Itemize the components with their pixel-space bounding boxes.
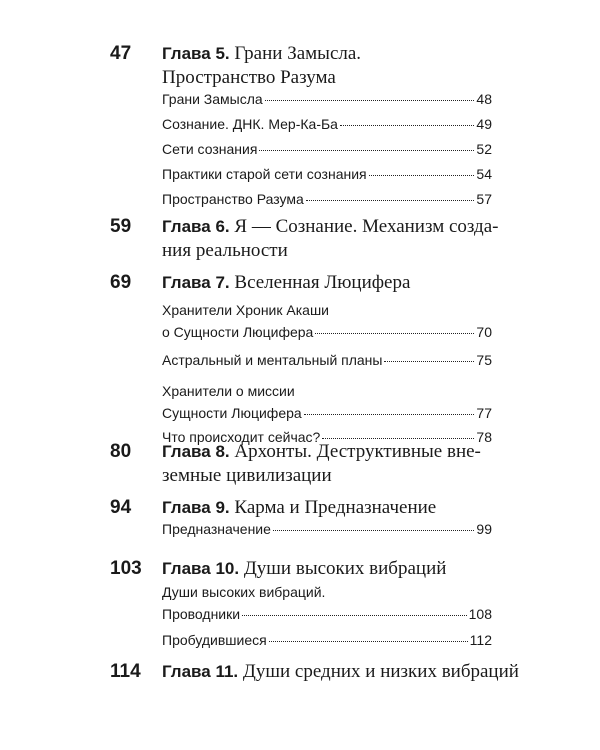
chapter-title [162, 215, 502, 263]
chapter-entries [162, 581, 492, 651]
toc-entry [162, 163, 492, 185]
leader-dots [384, 360, 474, 362]
chapter-title-line: Грани Замысла. [234, 43, 362, 64]
leader-dots [315, 332, 474, 334]
chapter-title [162, 42, 502, 90]
entry-page-number: 77 [476, 405, 492, 421]
chapter-title-line: Души высоких вибраций [243, 558, 447, 579]
chapter-title-line: Вселенная Люцифера [234, 272, 411, 293]
entry-page-number: 49 [476, 116, 492, 132]
toc-entry [162, 299, 492, 343]
entry-title: Проводники [162, 606, 241, 622]
toc-entry [162, 188, 492, 210]
entry-title-first-line: Души высоких вибраций. [162, 584, 326, 600]
toc-entry [162, 138, 492, 160]
chapter-title [162, 557, 502, 581]
chapter-entries [162, 518, 492, 540]
chapter-page-number: 47 [110, 43, 132, 64]
entry-page-number: 99 [476, 521, 492, 537]
entry-page-number: 75 [476, 352, 492, 368]
entry-page-number: 108 [468, 606, 492, 622]
chapter-title-line: Души средних и низких вибраций [242, 661, 519, 682]
toc-entry [162, 629, 492, 651]
toc-entry [162, 88, 492, 110]
leader-dots [269, 640, 468, 642]
leader-dots [306, 199, 475, 201]
leader-dots [322, 437, 474, 439]
entry-title: Практики старой сети сознания [162, 166, 367, 182]
chapter-label: Глава 11. [162, 662, 239, 681]
entry-page-number: 78 [476, 429, 492, 445]
entry-title: Астральный и ментальный планы [162, 352, 383, 368]
leader-dots [340, 124, 474, 126]
toc-entry [162, 518, 492, 540]
leader-dots [259, 149, 474, 151]
chapter-title-line: Карма и Предназначение [234, 497, 437, 518]
chapter-title [162, 496, 502, 520]
chapter-title-line: Я — Сознание. Механизм созда- [234, 216, 499, 237]
entry-page-number: 54 [476, 166, 492, 182]
chapter-label: Глава 10. [162, 559, 240, 578]
entry-page-number: 70 [476, 324, 492, 340]
entry-title: Что происходит сейчас? [162, 429, 321, 445]
chapter-page-number: 94 [110, 497, 132, 518]
chapter-label: Глава 5. [162, 44, 230, 63]
toc-entry [162, 581, 492, 625]
chapter-title-line: земные цивилизации [162, 465, 332, 486]
chapter-label: Глава 9. [162, 498, 230, 517]
entry-page-number: 52 [476, 141, 492, 157]
entry-title: о Сущности Люцифера [162, 324, 314, 340]
chapter-title [162, 660, 519, 684]
toc-entry [162, 113, 492, 135]
entry-title-first-line: Хранители Хроник Акаши [162, 302, 330, 318]
toc-entry [162, 349, 492, 371]
entry-page-number: 112 [469, 632, 492, 648]
chapter-page-number: 59 [110, 216, 132, 237]
leader-dots [304, 413, 475, 415]
chapter-entries [162, 299, 492, 448]
entry-page-number: 57 [476, 191, 492, 207]
entry-title: Пространство Разума [162, 191, 304, 207]
entry-title: Грани Замысла [162, 91, 263, 107]
leader-dots [242, 614, 467, 616]
chapter-page-number: 114 [110, 661, 141, 682]
chapter-title-line: ния реальности [162, 240, 288, 261]
chapter-label: Глава 7. [162, 273, 230, 292]
leader-dots [369, 174, 475, 176]
entry-title: Сознание. ДНК. Мер-Ка-Ба [162, 116, 338, 132]
entry-title: Сущности Люцифера [162, 405, 302, 421]
chapter-title [162, 271, 502, 295]
leader-dots [265, 99, 475, 101]
chapter-title-line: Пространство Разума [162, 67, 336, 88]
chapter-title [162, 440, 502, 488]
chapter-page-number: 103 [110, 558, 142, 579]
toc-entry [162, 380, 492, 424]
entry-title: Пробудившиеся [162, 632, 267, 648]
entry-title: Сети сознания [162, 141, 258, 157]
chapter-label: Глава 6. [162, 217, 230, 236]
entry-title: Предназначение [162, 521, 271, 537]
chapter-page-number: 80 [110, 441, 132, 462]
entry-title-first-line: Хранители о миссии [162, 383, 295, 399]
chapter-label: Глава 8. [162, 442, 230, 461]
chapter-page-number: 69 [110, 272, 132, 293]
leader-dots [273, 529, 475, 531]
entry-page-number: 48 [476, 91, 492, 107]
chapter-title-line: Архонты. Деструктивные вне- [234, 441, 481, 462]
chapter-entries [162, 88, 492, 210]
